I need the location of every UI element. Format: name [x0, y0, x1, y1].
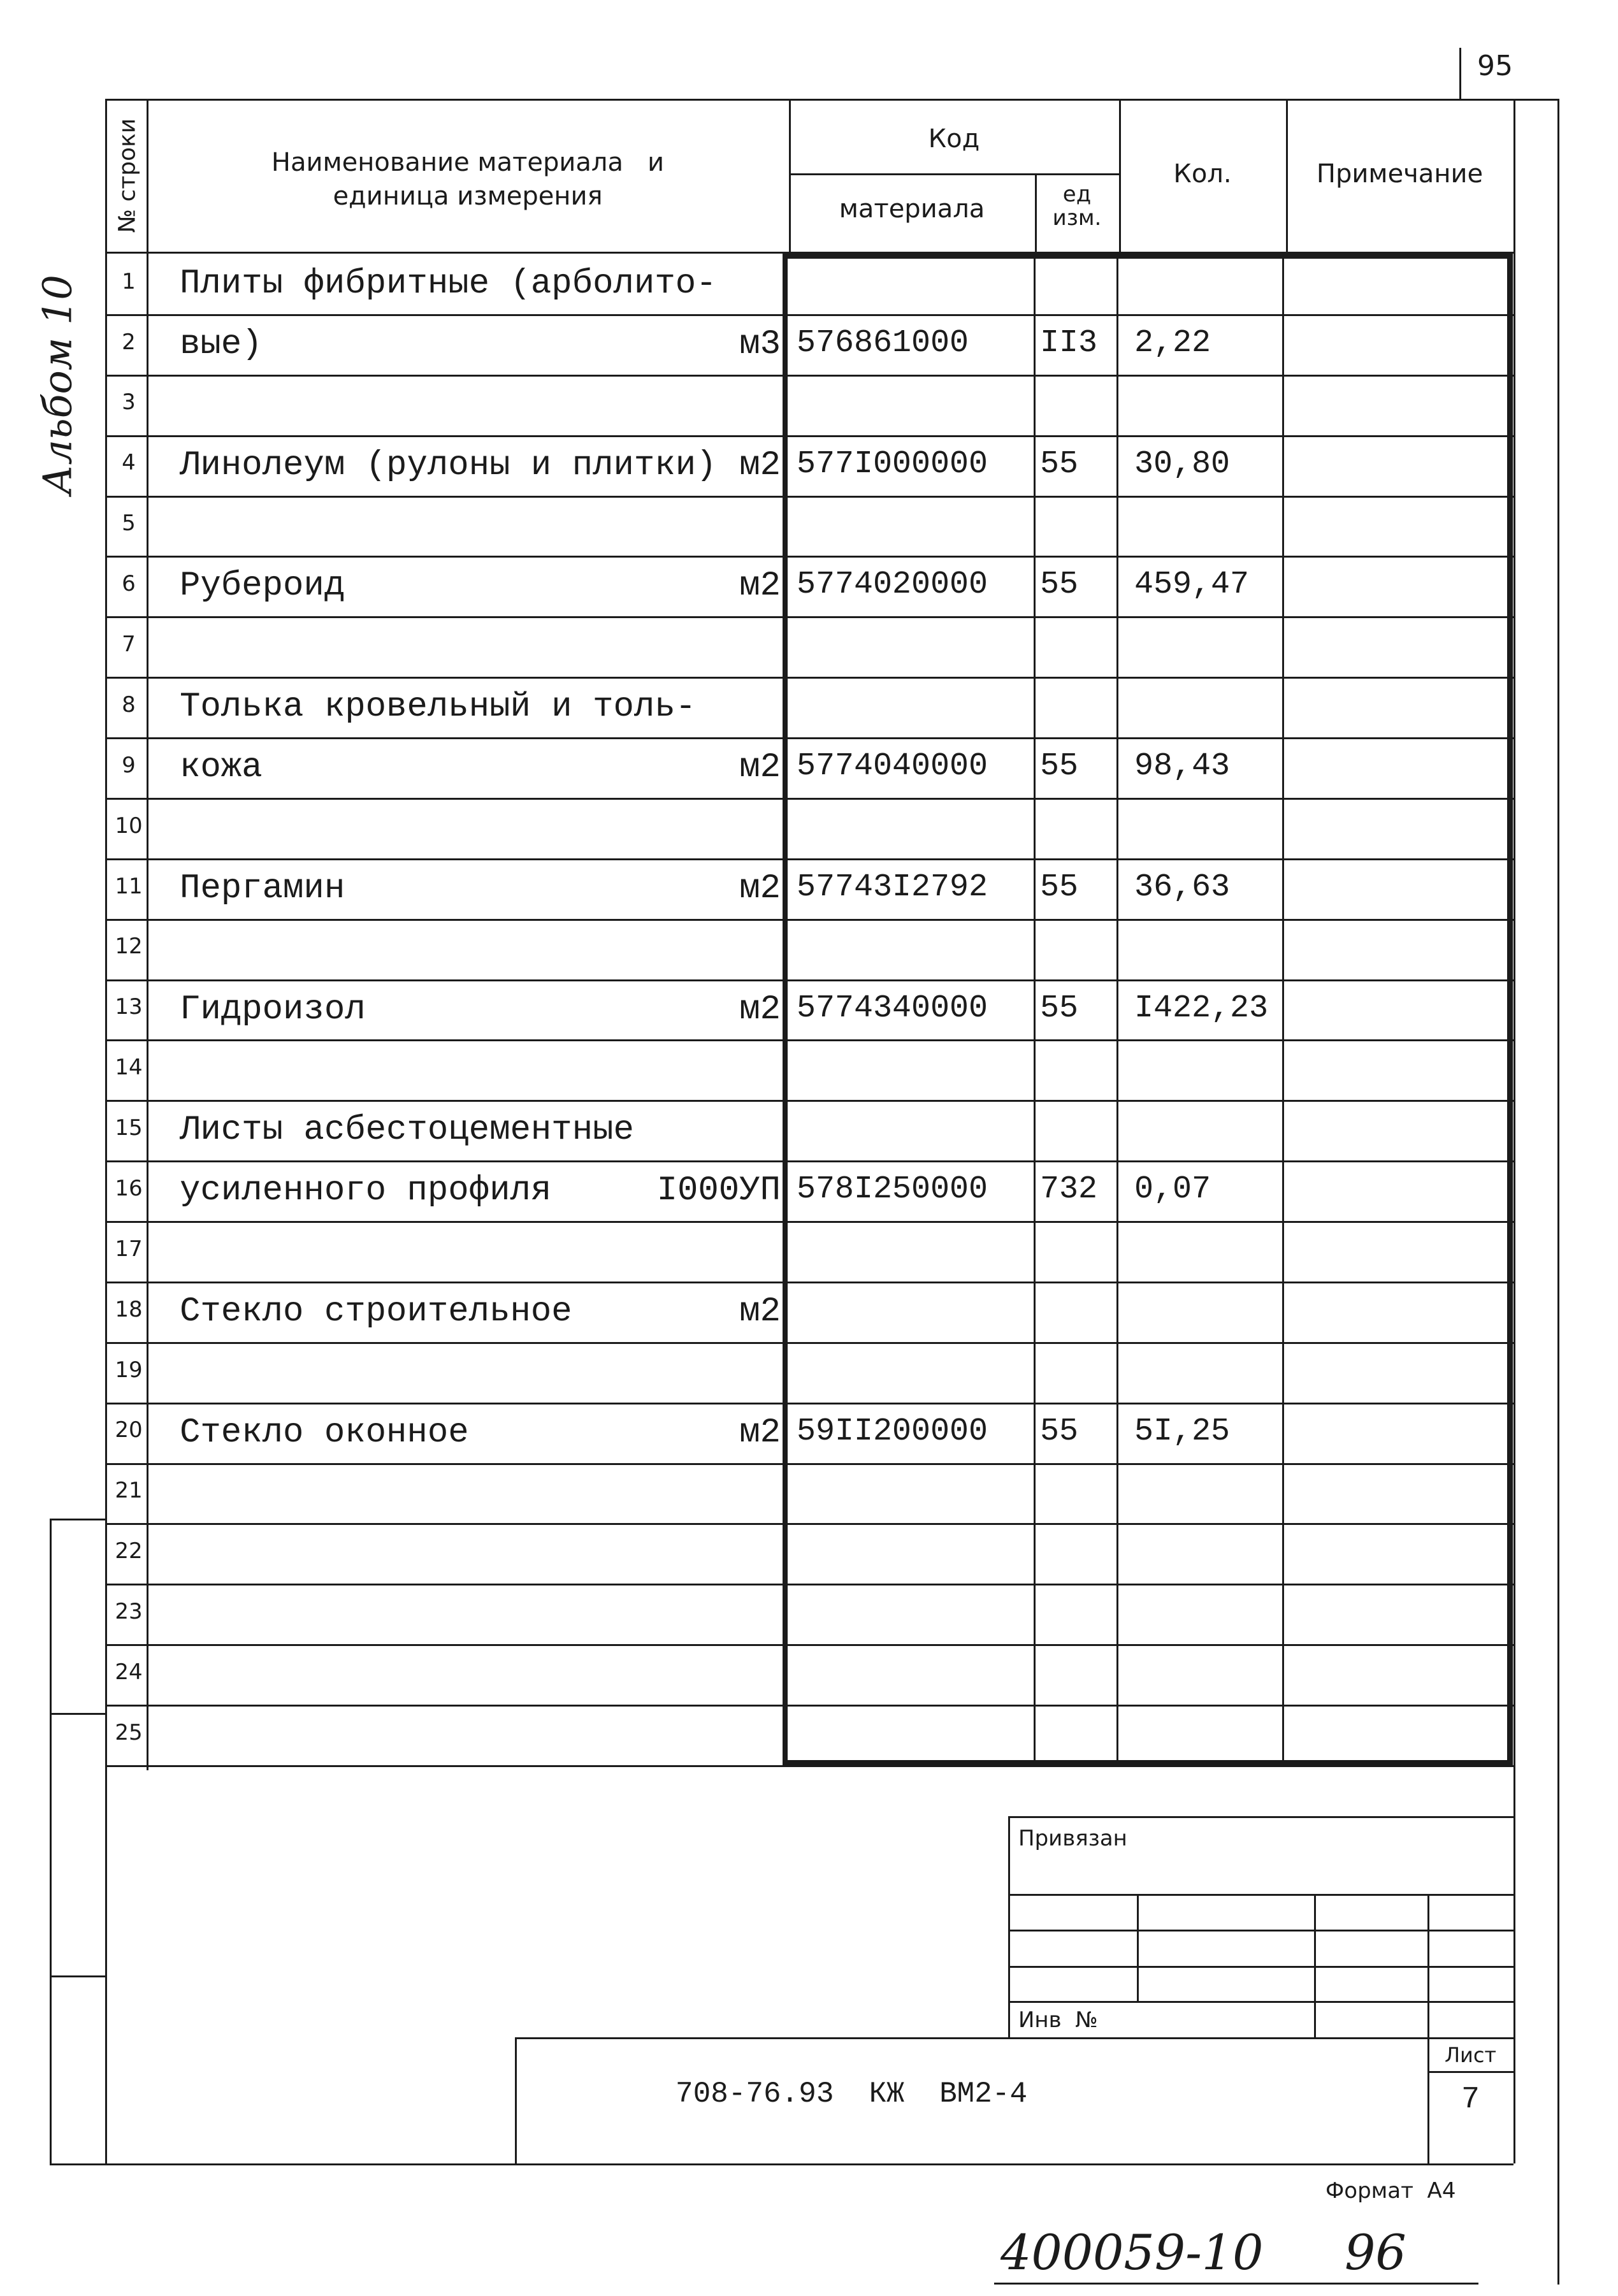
quantity: 2,22 [1134, 324, 1211, 361]
note-cell [1287, 254, 1510, 314]
note-cell [1287, 435, 1510, 496]
note-cell [1287, 1282, 1510, 1342]
row-number: 1 [122, 268, 136, 294]
page-number: 95 [1477, 50, 1513, 82]
note-cell [1287, 798, 1510, 858]
sheet-number: 7 [1461, 2083, 1480, 2117]
inventory-number-label: Инв № [1018, 2007, 1098, 2033]
note-cell [1287, 616, 1510, 677]
material-name-header-line1: Наименование материала и [271, 148, 665, 177]
note-cell [1287, 556, 1510, 616]
document-code: 708-76.93 КЖ ВМ2-4 [675, 2077, 1028, 2111]
unit-code: 55 [1040, 990, 1079, 1027]
row-number: 10 [115, 812, 143, 839]
row-number: 13 [115, 994, 143, 1020]
material-unit: м2 [739, 445, 781, 485]
row-number: 19 [115, 1357, 143, 1383]
note-cell [1287, 1039, 1510, 1100]
unit-code: 55 [1040, 445, 1079, 482]
note-cell [1287, 1160, 1510, 1221]
material-unit: м2 [739, 748, 781, 788]
archive-page: 96 [1345, 2224, 1406, 2281]
unit-code-header-line1: ед [1062, 182, 1092, 207]
material-code: 576861000 [797, 324, 969, 361]
material-name: Стекло строительное [180, 1292, 572, 1332]
quantity: 36,63 [1134, 869, 1231, 906]
material-unit: м2 [739, 567, 781, 606]
quantity: 0,07 [1134, 1171, 1211, 1208]
unit-code-header-line2: изм. [1052, 205, 1102, 231]
note-cell [1287, 677, 1510, 737]
row-number: 25 [115, 1719, 143, 1745]
material-code: 5774340000 [797, 990, 988, 1027]
material-unit: м2 [739, 990, 781, 1029]
quantity: 5I,25 [1134, 1413, 1231, 1450]
quantity: 30,80 [1134, 445, 1231, 482]
material-code: 577I000000 [797, 445, 988, 482]
row-number: 18 [115, 1296, 143, 1322]
row-number: 4 [122, 450, 136, 476]
row-number: 6 [122, 571, 136, 597]
bound-label: Привязан [1018, 1826, 1127, 1851]
note-cell [1287, 1705, 1510, 1765]
unit-code: 55 [1040, 567, 1079, 603]
material-code: 5774040000 [797, 748, 988, 785]
note-cell [1287, 314, 1510, 375]
row-number: 17 [115, 1236, 143, 1262]
unit-code: 55 [1040, 869, 1079, 906]
row-number: 12 [115, 934, 143, 960]
quantity-header: Кол. [1173, 159, 1232, 189]
material-unit: м2 [739, 1413, 781, 1452]
material-name: кожа [180, 748, 263, 788]
material-code: 59II200000 [797, 1413, 988, 1450]
row-number: 15 [115, 1115, 143, 1141]
material-name: Линолеум (рулоны и плитки) [180, 445, 717, 485]
row-number: 5 [122, 510, 136, 537]
material-unit: м3 [739, 324, 781, 364]
row-number: 2 [122, 329, 136, 355]
row-number: 11 [115, 873, 143, 899]
material-code: 57743I2792 [797, 869, 988, 906]
material-name: Гидроизол [180, 990, 366, 1029]
row-number: 9 [122, 752, 136, 778]
note-cell [1287, 979, 1510, 1040]
note-cell [1287, 496, 1510, 556]
material-name: Плиты фибритные (арболито- [180, 264, 717, 304]
note-cell [1287, 919, 1510, 979]
note-cell [1287, 1523, 1510, 1584]
material-name: вые) [180, 324, 263, 364]
archive-number: 400059-10 [1000, 2224, 1264, 2281]
material-unit: м2 [739, 869, 781, 908]
note-cell [1287, 1403, 1510, 1463]
note-cell [1287, 1100, 1510, 1160]
unit-code: II3 [1040, 324, 1098, 361]
material-name: Листы асбестоцементные [180, 1111, 634, 1150]
row-number: 21 [115, 1478, 143, 1504]
row-number-header: № строки [114, 118, 141, 233]
unit-code: 732 [1040, 1171, 1098, 1208]
quantity: 459,47 [1134, 567, 1250, 603]
note-cell [1287, 1463, 1510, 1524]
material-unit: м2 [739, 1292, 781, 1332]
material-code: 578I250000 [797, 1171, 988, 1208]
note-header: Примечание [1316, 159, 1484, 189]
row-number: 16 [115, 1175, 143, 1201]
unit-code: 55 [1040, 1413, 1079, 1450]
note-cell [1287, 1644, 1510, 1705]
material-code: 5774020000 [797, 567, 988, 603]
paper-format: Формат А4 [1325, 2178, 1456, 2204]
material-name: Пергамин [180, 869, 345, 908]
album-side-label: Альбом 10 [34, 275, 81, 495]
material-name: Стекло оконное [180, 1413, 469, 1452]
material-name: Рубероид [180, 567, 345, 606]
unit-code: 55 [1040, 748, 1079, 785]
code-header: Код [928, 124, 980, 154]
row-number: 8 [122, 691, 136, 718]
note-cell [1287, 1221, 1510, 1282]
quantity: 98,43 [1134, 748, 1231, 785]
material-name-header-line2: единица измерения [333, 182, 603, 211]
quantity: I422,23 [1134, 990, 1269, 1027]
material-name: усиленного профиля [180, 1171, 552, 1211]
row-number: 3 [122, 389, 136, 415]
note-cell [1287, 375, 1510, 435]
row-number: 14 [115, 1055, 143, 1081]
sheet-label: Лист [1444, 2043, 1497, 2067]
row-number: 20 [115, 1417, 143, 1443]
row-number: 23 [115, 1599, 143, 1625]
note-cell [1287, 737, 1510, 798]
material-name: Толька кровельный и толь- [180, 688, 697, 727]
note-cell [1287, 1342, 1510, 1403]
row-number: 24 [115, 1659, 143, 1685]
note-cell [1287, 1584, 1510, 1644]
note-cell [1287, 858, 1510, 919]
material-code-header: материала [839, 194, 985, 224]
row-number: 22 [115, 1538, 143, 1564]
material-unit: I000УП [656, 1171, 781, 1211]
row-number: 7 [122, 632, 136, 657]
